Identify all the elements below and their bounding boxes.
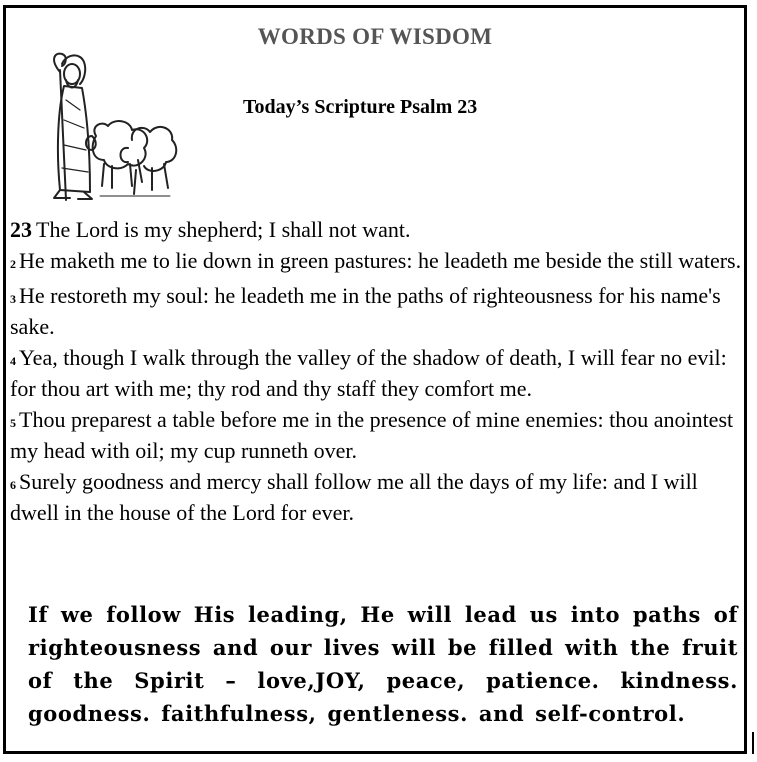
verse-number: 4 <box>10 354 16 368</box>
reflection-text: If we follow His leading, He will lead us into paths of righteousness and our lives will be filled with the fruit of the Spirit – love,JOY, peace, patience. kindness. goodness. faithfulness, gentleness. and self-control. <box>28 602 738 726</box>
verse-text: Yea, though I walk through the valley of the shadow of death, I will fear no evil: for thou art with me; thy rod and thy staff they comfort me. <box>10 345 727 401</box>
verse-number: 6 <box>10 478 16 492</box>
verse-item <box>10 406 750 464</box>
border-mark <box>752 732 754 754</box>
verse-item <box>10 344 750 402</box>
verse-item <box>10 468 750 526</box>
verse-text: The Lord is my shepherd; I shall not want. <box>36 217 411 242</box>
verse-item <box>10 247 750 278</box>
verse-number: 2 <box>10 257 16 271</box>
verse-item <box>10 216 750 243</box>
page-frame <box>3 5 747 754</box>
verse-item <box>10 282 750 340</box>
verse-number: 23 <box>10 217 32 242</box>
verse-text: He maketh me to lie down in green pastures: he leadeth me beside the still waters. <box>19 248 742 273</box>
verse-text: Thou preparest a table before me in the presence of mine enemies: thou anointest my head with oil; my cup runneth over. <box>10 407 734 463</box>
verse-number: 5 <box>10 416 16 430</box>
verse-text: Surely goodness and mercy shall follow me all the days of my life: and I will dwell in the house of the Lord for ever. <box>10 469 698 525</box>
verse-list <box>10 216 750 526</box>
verse-number: 3 <box>10 292 16 306</box>
shepherd-with-sheep-icon <box>40 50 180 202</box>
page-title: WORDS OF WISDOM <box>257 24 493 49</box>
scripture-heading: Today’s Scripture Psalm 23 <box>243 96 478 118</box>
verse-text: He restoreth my soul: he leadeth me in the paths of righteousness for his name's sake. <box>10 283 721 339</box>
